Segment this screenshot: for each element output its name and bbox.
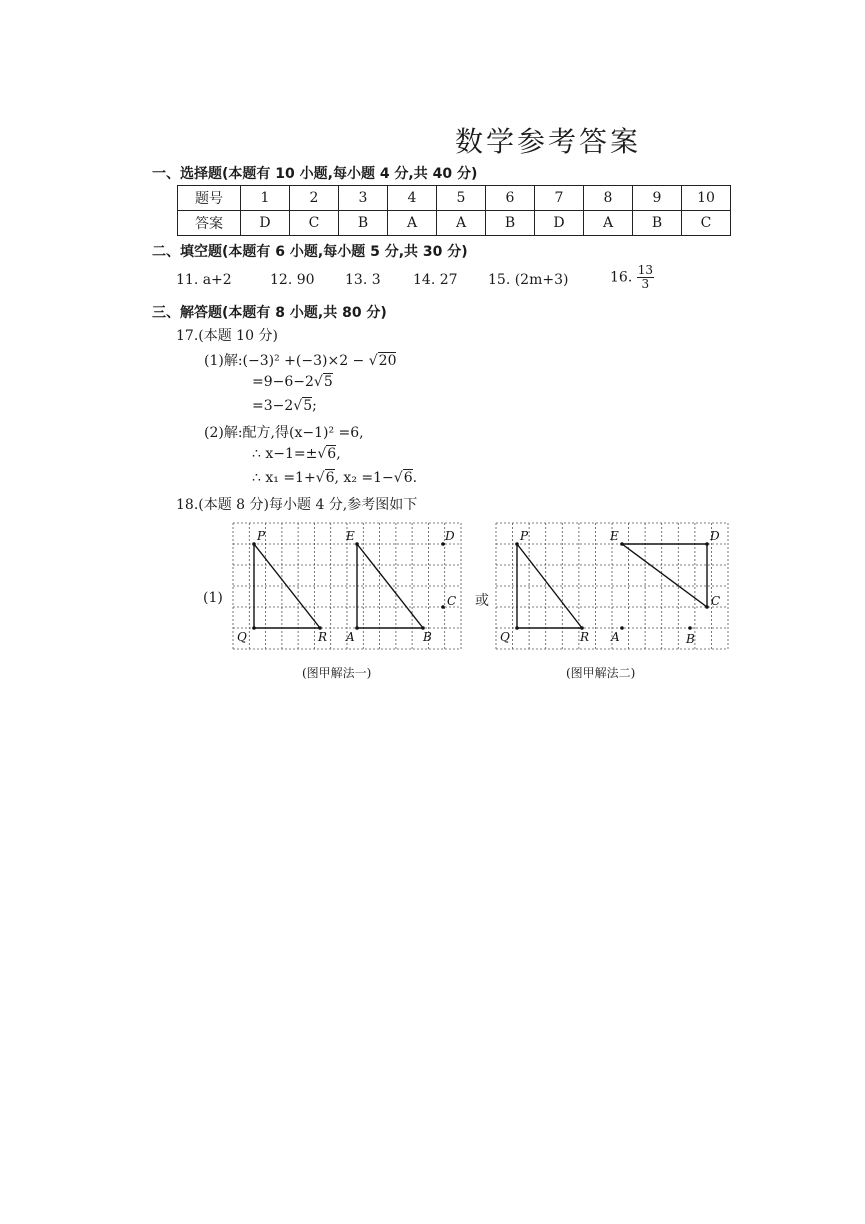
point-c xyxy=(705,605,709,609)
radicand: 6 xyxy=(403,470,413,486)
point-e xyxy=(355,542,359,546)
page-title: 数学参考答案 xyxy=(455,125,642,158)
q17-part1-line3 xyxy=(252,398,317,414)
expr-end: ; xyxy=(312,398,317,414)
q17-part2-line3 xyxy=(252,470,417,486)
radicand: 6 xyxy=(325,470,335,486)
sqrt-sign xyxy=(317,446,326,462)
label-b: B xyxy=(686,632,695,646)
expr-text: , x₂ =1− xyxy=(334,470,394,486)
section-2-heading: 二、填空题(本题有 6 小题,每小题 5 分,共 30 分) xyxy=(152,244,468,260)
label-e: E xyxy=(610,529,619,543)
table-cell: 10 xyxy=(682,186,731,211)
table-cell: C xyxy=(290,211,339,236)
point-a xyxy=(620,626,624,630)
expr-text: (1)解:(−3)² +(−3)×2 − xyxy=(204,353,369,369)
point-p xyxy=(252,542,256,546)
expr-text: ∴ x₁ =1+ xyxy=(252,470,316,486)
fill-answer-12: 12. 90 xyxy=(270,272,315,288)
label-q: Q xyxy=(500,630,510,644)
table-cell: 3 xyxy=(339,186,388,211)
fill-answer-13: 13. 3 xyxy=(345,272,381,288)
item-16-prefix: 16. xyxy=(610,269,633,286)
sqrt-sign xyxy=(314,374,323,390)
table-cell: 8 xyxy=(584,186,633,211)
label-a: A xyxy=(346,630,355,644)
label-d: D xyxy=(710,529,720,543)
figure-part-label: (1) xyxy=(203,590,223,606)
table-cell: 1 xyxy=(241,186,290,211)
table-row-answers xyxy=(178,211,731,236)
answer-table xyxy=(177,185,731,236)
table-cell: A xyxy=(437,211,486,236)
expr-text: ∴ x−1=± xyxy=(252,446,318,462)
label-q: Q xyxy=(237,630,247,644)
grid-figure-right xyxy=(496,523,730,653)
table-cell: 9 xyxy=(633,186,682,211)
grid-figure-left xyxy=(233,523,463,653)
table-cell: D xyxy=(535,211,584,236)
point-q xyxy=(252,626,256,630)
sqrt-sign xyxy=(369,353,378,369)
point-c xyxy=(441,605,445,609)
fraction-denominator: 3 xyxy=(641,277,650,291)
sqrt-sign xyxy=(293,398,302,414)
fill-answer-11: 11. a+2 xyxy=(176,272,232,288)
table-cell: C xyxy=(682,211,731,236)
table-cell: B xyxy=(339,211,388,236)
label-d: D xyxy=(445,529,455,543)
fraction-numerator: 13 xyxy=(637,263,653,277)
q17-title: 17.(本题 10 分) xyxy=(176,328,278,344)
label-r: R xyxy=(318,630,328,644)
table-cell: B xyxy=(486,211,535,236)
row-label-answer: 答案 xyxy=(178,211,241,236)
label-p: P xyxy=(257,529,266,543)
point-p xyxy=(515,542,519,546)
fraction xyxy=(637,264,654,291)
expr-end: , xyxy=(336,446,341,462)
radicand: 5 xyxy=(323,374,333,390)
q17-part1-line1 xyxy=(204,350,396,370)
label-c: C xyxy=(711,594,721,608)
row-label-number: 题号 xyxy=(178,186,241,211)
caption-right: (图甲解法二) xyxy=(566,666,636,680)
q17-part2-line2 xyxy=(252,446,341,462)
table-cell: B xyxy=(633,211,682,236)
label-c: C xyxy=(447,594,457,608)
sqrt-sign xyxy=(394,470,403,486)
label-r: R xyxy=(580,630,590,644)
expr-text: =9−6−2 xyxy=(252,374,314,390)
radicand: 6 xyxy=(327,446,337,462)
table-cell: 7 xyxy=(535,186,584,211)
expr-end: . xyxy=(412,470,418,486)
label-b: B xyxy=(423,630,432,644)
radicand: 20 xyxy=(378,353,397,369)
triangle-edc xyxy=(622,544,707,607)
expr-text: =3−2 xyxy=(252,398,294,414)
point-a xyxy=(355,626,359,630)
label-e: E xyxy=(346,529,355,543)
table-row-numbers xyxy=(178,186,731,211)
table-cell: 5 xyxy=(437,186,486,211)
table-cell: 6 xyxy=(486,186,535,211)
fill-answer-16 xyxy=(610,264,654,291)
figure-or-label: 或 xyxy=(475,593,489,609)
point-e xyxy=(620,542,624,546)
q17-part2-line1: (2)解:配方,得(x−1)² =6, xyxy=(204,425,364,441)
table-cell: 2 xyxy=(290,186,339,211)
fill-answer-14: 14. 27 xyxy=(413,272,458,288)
radicand: 5 xyxy=(303,398,313,414)
label-a: A xyxy=(611,630,620,644)
caption-left: (图甲解法一) xyxy=(302,666,372,680)
fill-answer-15: 15. (2m+3) xyxy=(488,272,569,288)
label-p: P xyxy=(520,529,529,543)
sqrt-sign xyxy=(316,470,325,486)
point-d xyxy=(705,542,709,546)
table-cell: A xyxy=(584,211,633,236)
point-b xyxy=(688,626,692,630)
section-1-heading: 一、选择题(本题有 10 小题,每小题 4 分,共 40 分) xyxy=(152,166,478,182)
section-3-heading: 三、解答题(本题有 8 小题,共 80 分) xyxy=(152,305,387,321)
table-cell: D xyxy=(241,211,290,236)
q17-part1-line2 xyxy=(252,374,333,390)
table-cell: A xyxy=(388,211,437,236)
table-cell: 4 xyxy=(388,186,437,211)
point-q xyxy=(515,626,519,630)
q18-title: 18.(本题 8 分)每小题 4 分,参考图如下 xyxy=(176,497,418,513)
